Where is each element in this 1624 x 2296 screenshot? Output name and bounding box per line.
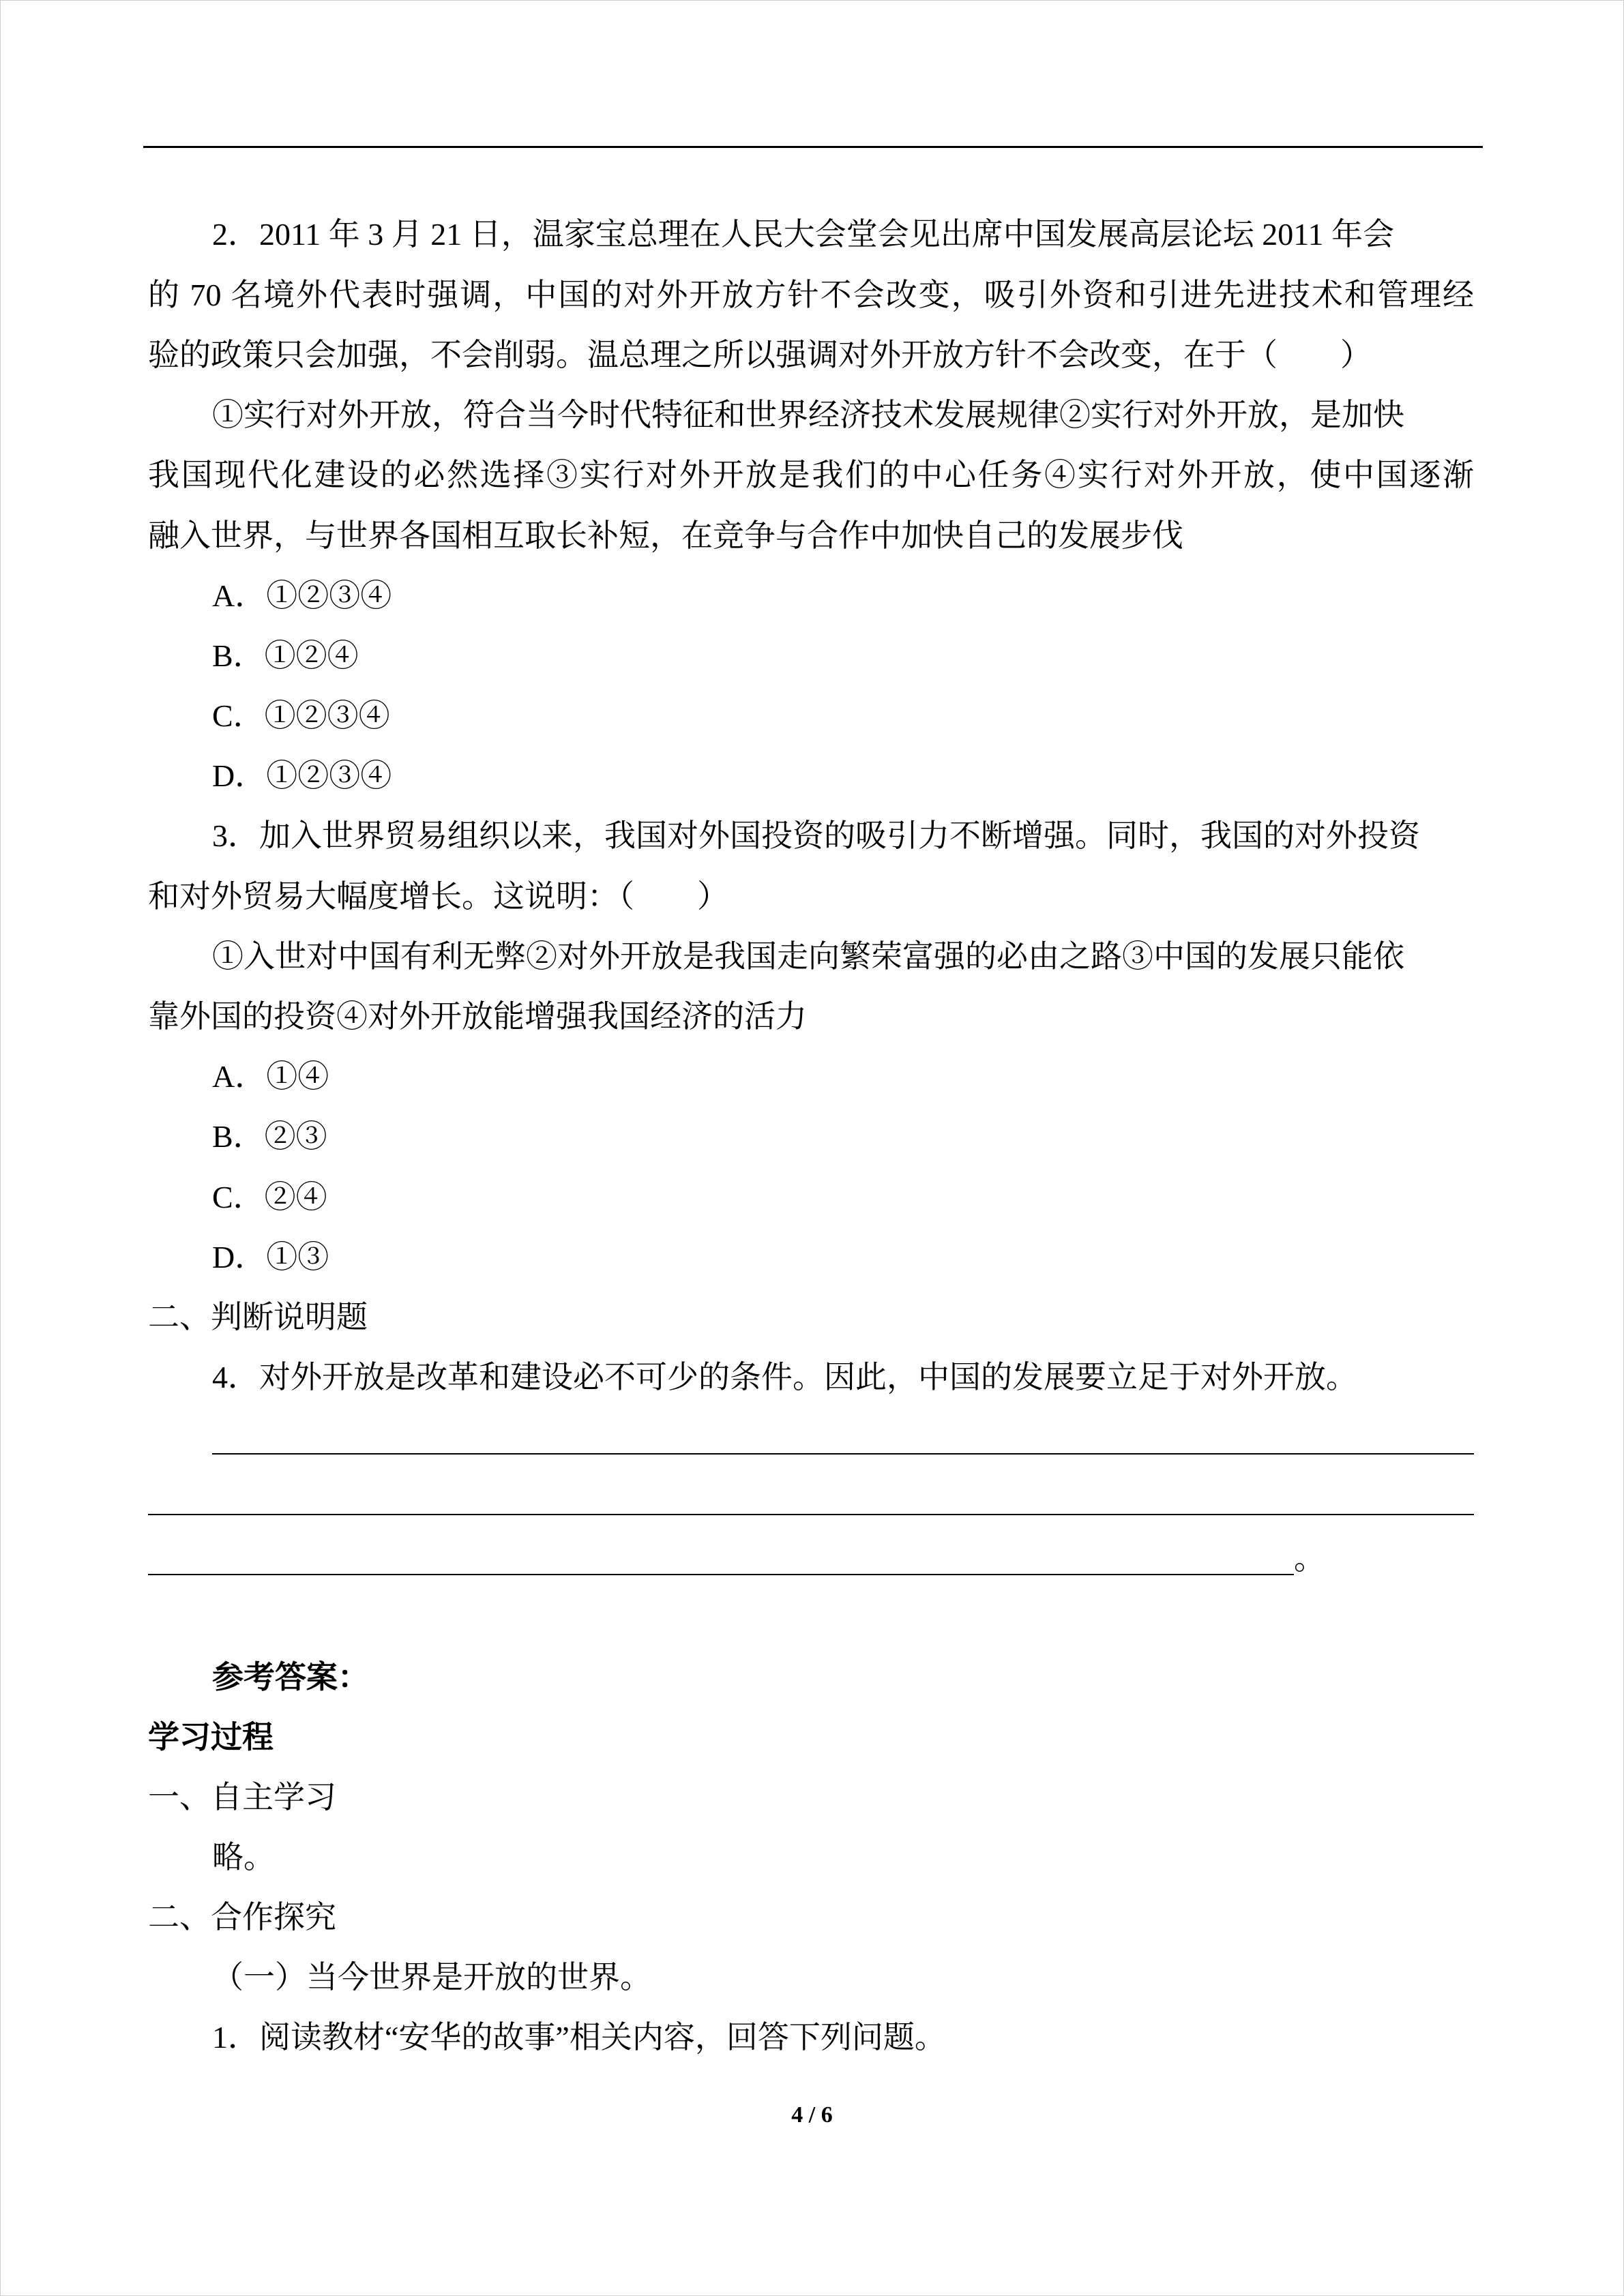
inquiry-item-1: 1．阅读教材“安华的故事”相关内容，回答下列问题。 (212, 2020, 946, 2055)
q2-line-1: 2．2011 年 3 月 21 日，温家宝总理在人民大会堂会见出席中国发展高层论坛 2011 年会 (212, 217, 1395, 252)
q3-option-c: C．②④ (212, 1180, 327, 1214)
q3-line-2: 和对外贸易大幅度增长。这说明：（ ） (148, 879, 728, 914)
blank-end-period: 。 (1294, 1541, 1325, 1576)
q2-statement-line-1: ①实行对外开放，符合当今时代特征和世界经济技术发展规律②实行对外开放，是加快 (212, 398, 1404, 432)
section-2-title: 二、判断说明题 (148, 1300, 368, 1335)
self-study-content: 略。 (212, 1840, 275, 1875)
q3-option-d: D．①③ (212, 1240, 329, 1274)
q2-statement-line-2: 我国现代化建设的必然选择③实行对外开放是我们的中心任务④实行对外开放，使中国逐渐 (148, 458, 1474, 492)
subsection-1-heading: （一）当今世界是开放的世界。 (212, 1960, 651, 1995)
q3-option-b: B．②③ (212, 1119, 327, 1154)
cooperative-inquiry-heading: 二、合作探究 (148, 1900, 336, 1935)
answer-blank-line-1 (212, 1453, 1474, 1455)
q4-text: 4．对外开放是改革和建设必不可少的条件。因此，中国的发展要立足于对外开放。 (212, 1360, 1357, 1395)
q3-statement-line-1: ①入世对中国有利无弊②对外开放是我国走向繁荣富强的必由之路③中国的发展只能依 (212, 939, 1404, 974)
self-study-heading: 一、自主学习 (148, 1780, 336, 1815)
q2-statement-line-3: 融入世界，与世界各国相互取长补短，在竞争与合作中加快自己的发展步伐 (148, 518, 1183, 553)
answer-blank-line-2 (148, 1514, 1474, 1515)
q2-option-c: C．①②③④ (212, 698, 390, 733)
header-rule (143, 146, 1483, 148)
learning-process-title: 学习过程 (148, 1720, 274, 1755)
q3-statement-line-2: 靠外国的投资④对外开放能增强我国经济的活力 (148, 999, 807, 1034)
answer-blank-line-3 (148, 1574, 1294, 1575)
q3-option-a: A．①④ (212, 1059, 329, 1094)
q2-option-a: A．①②③④ (212, 578, 392, 613)
q2-option-d: D．①②③④ (212, 758, 392, 793)
q3-line-1: 3．加入世界贸易组织以来，我国对外国投资的吸引力不断增强。同时，我国的对外投资 (212, 818, 1420, 853)
q2-line-2: 的 70 名境外代表时强调，中国的对外开放方针不会改变，吸引外资和引进先进技术和管理经 (148, 278, 1474, 312)
q2-option-b: B．①②④ (212, 638, 359, 673)
page-number: 4 / 6 (791, 2102, 833, 2128)
q2-line-3: 验的政策只会加强，不会削弱。温总理之所以强调对外开放方针不会改变，在于（ ） (148, 338, 1372, 372)
reference-answers-title: 参考答案： (212, 1660, 369, 1695)
